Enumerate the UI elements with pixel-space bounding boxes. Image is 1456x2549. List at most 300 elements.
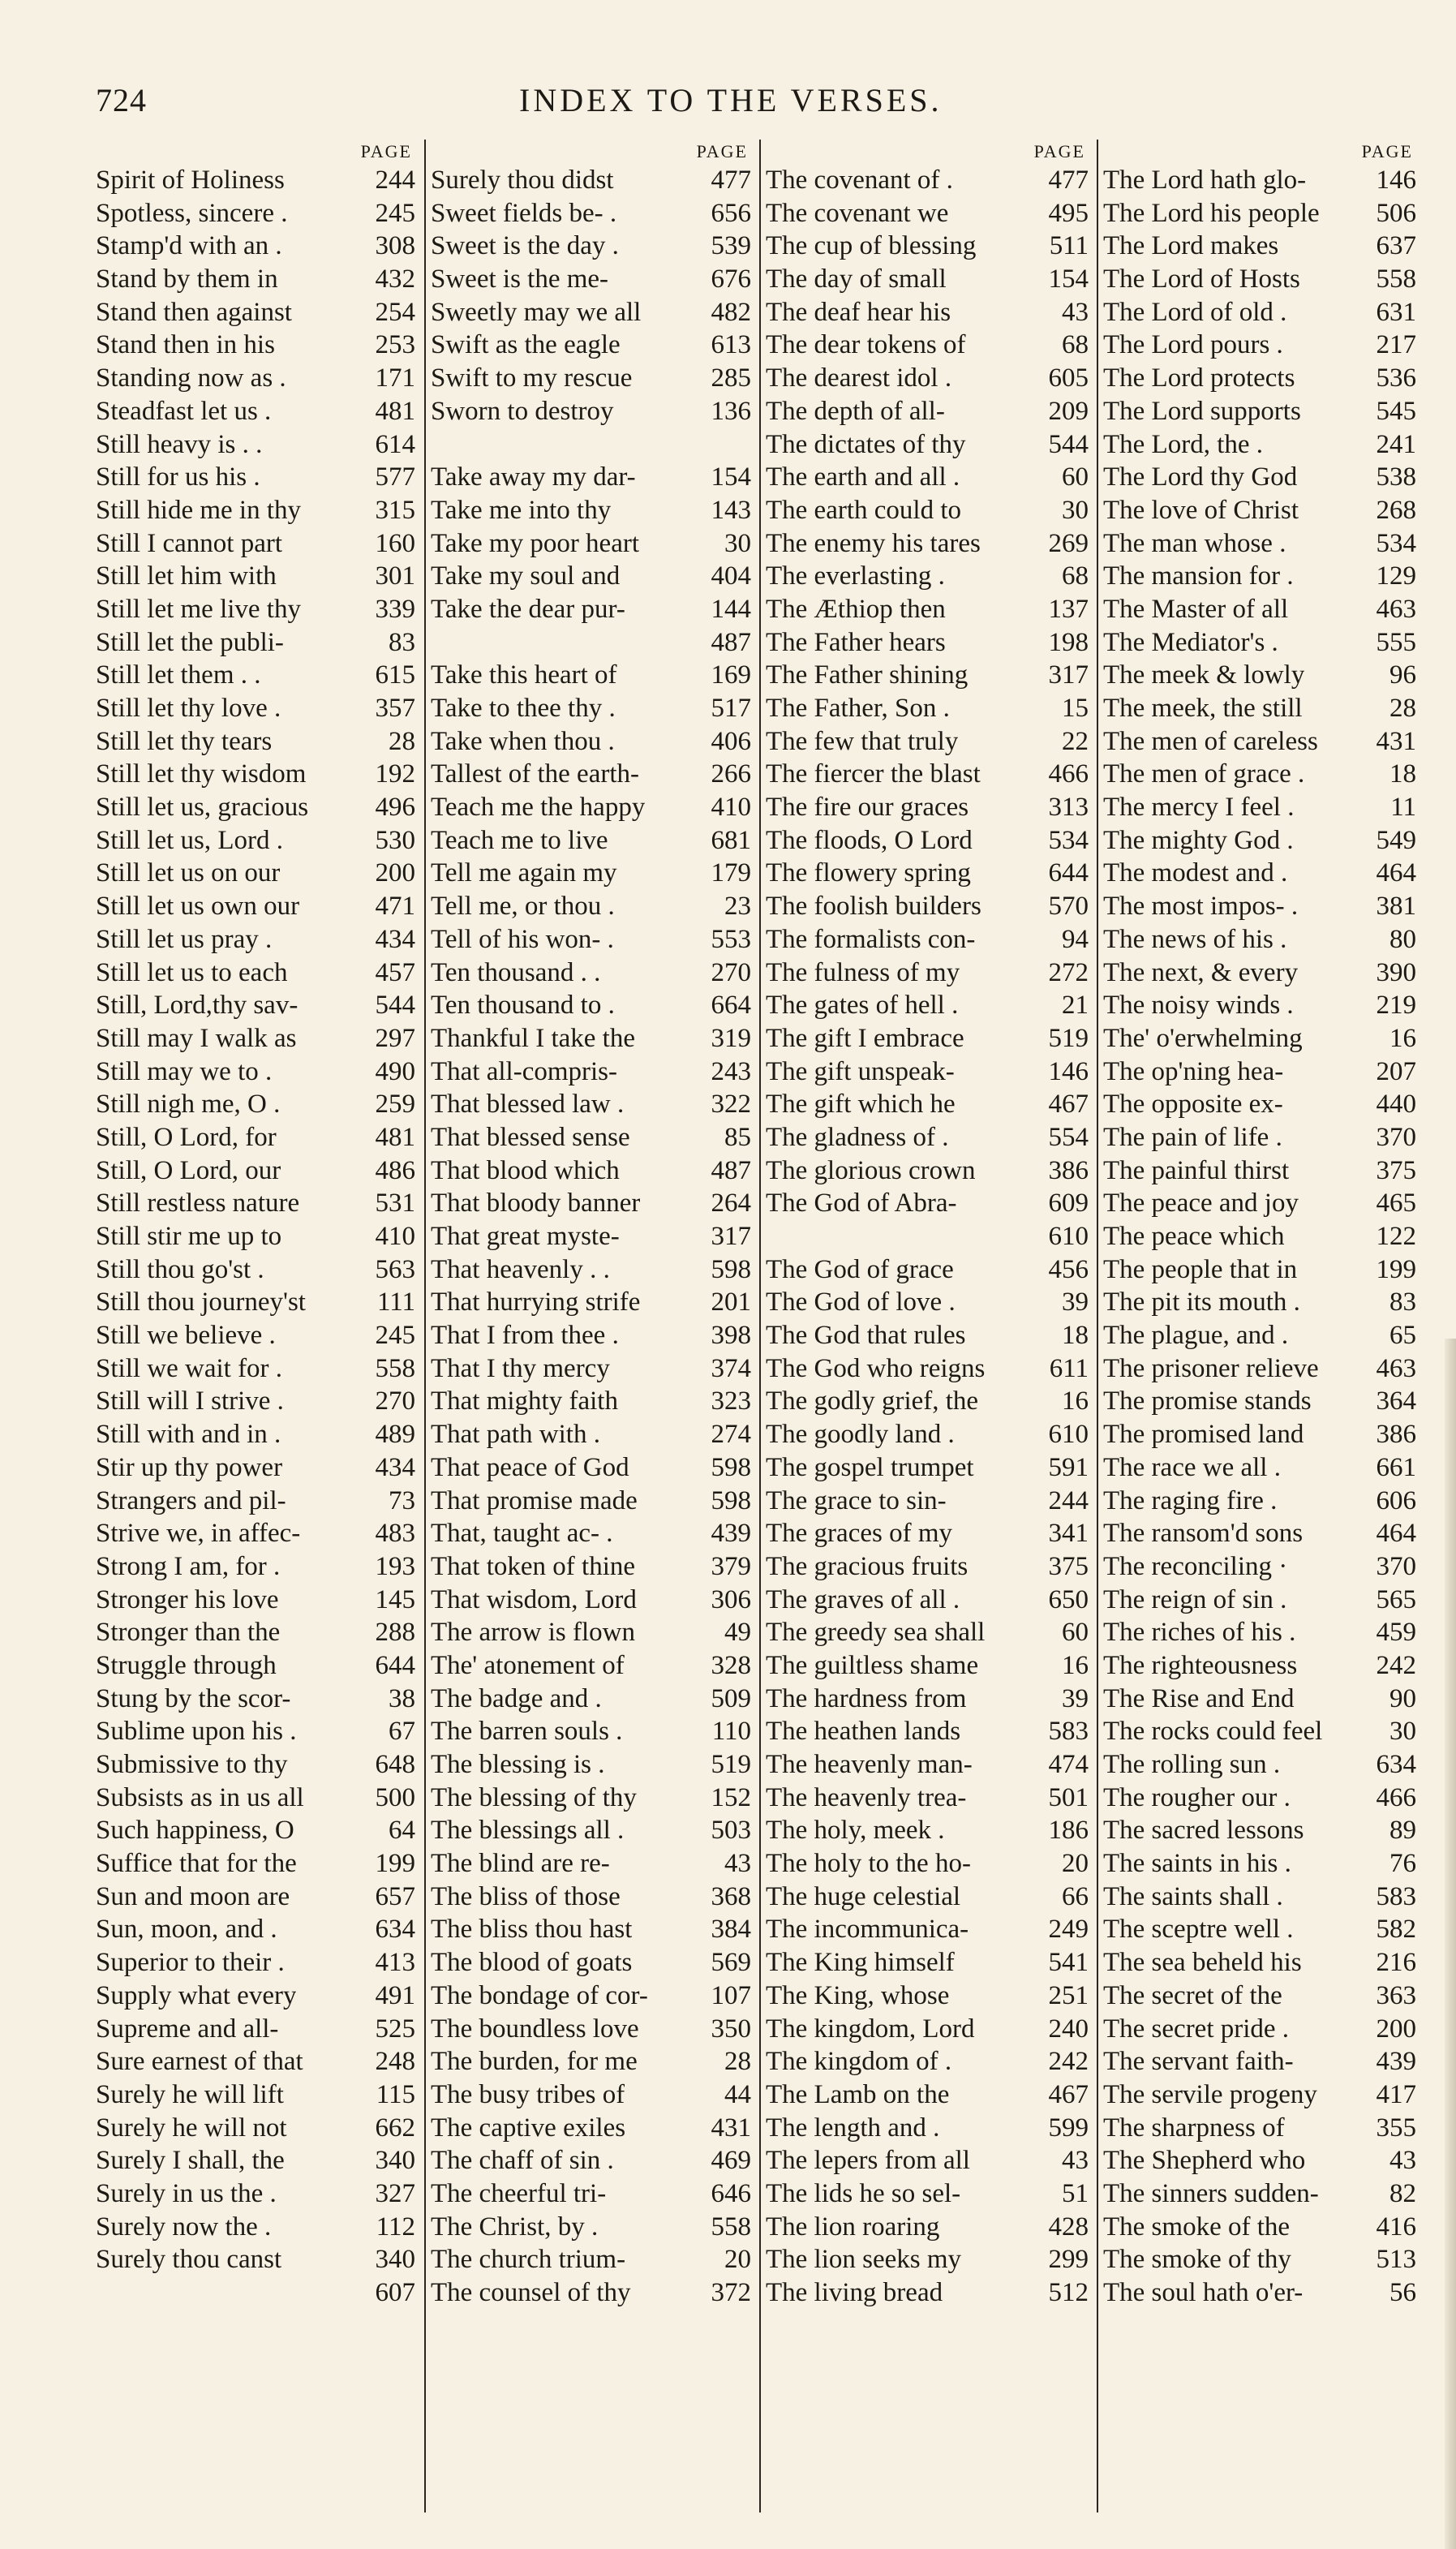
entry-first-line: The sinners sudden- xyxy=(1103,2178,1319,2208)
entry-page-number: 681 xyxy=(711,825,751,855)
index-entry xyxy=(91,1748,420,1782)
entry-page-number: 193 xyxy=(375,1551,415,1581)
entry-first-line: Stung by the scor- xyxy=(96,1683,291,1713)
entry-page-number: 598 xyxy=(711,1254,751,1284)
index-entry xyxy=(426,329,756,362)
index-entry xyxy=(1098,1715,1421,1748)
index-entry xyxy=(91,692,420,725)
index-entry xyxy=(1098,1616,1421,1649)
entry-first-line: The servant faith- xyxy=(1103,2047,1294,2077)
index-entry xyxy=(761,1121,1093,1154)
entry-first-line: Surely he will lift xyxy=(96,2079,284,2109)
entry-page-number: 20 xyxy=(1062,1849,1089,1879)
entry-first-line: The King, whose xyxy=(766,1980,950,2010)
index-entry xyxy=(91,1881,420,1914)
entry-page-number: 43 xyxy=(1062,2146,1089,2176)
index-entry xyxy=(761,2078,1093,2112)
index-entry xyxy=(1098,230,1421,263)
entry-first-line: The dearest idol . xyxy=(766,363,952,393)
entry-first-line: The Lord of Hosts xyxy=(1103,264,1300,294)
entry-page-number: 51 xyxy=(1062,2178,1089,2208)
entry-page-number: 463 xyxy=(1376,594,1416,624)
entry-page-number: 137 xyxy=(1048,594,1089,624)
index-entry xyxy=(761,659,1093,692)
index-entry xyxy=(1098,692,1421,725)
entry-first-line: Teach me the happy xyxy=(431,793,646,823)
entry-first-line: Teach me to live xyxy=(431,825,608,855)
index-entry xyxy=(1098,890,1421,923)
entry-page-number: 269 xyxy=(1048,528,1089,558)
entry-page-number: 317 xyxy=(711,1222,751,1251)
index-entry xyxy=(1098,1286,1421,1319)
entry-page-number: 456 xyxy=(1048,1254,1089,1284)
entry-page-number: 313 xyxy=(1048,793,1089,823)
entry-page-number: 519 xyxy=(1048,1023,1089,1053)
index-entry xyxy=(1098,2144,1421,2177)
entry-page-number: 634 xyxy=(375,1915,415,1945)
index-entry xyxy=(761,1649,1093,1683)
entry-first-line: The noisy winds . xyxy=(1103,991,1294,1021)
entry-page-number: 209 xyxy=(1048,396,1089,426)
index-entry xyxy=(1098,362,1421,395)
index-entry xyxy=(761,2013,1093,2046)
index-entry xyxy=(426,296,756,329)
index-entry xyxy=(1098,1881,1421,1914)
index-entry xyxy=(426,461,756,494)
entry-first-line: Still may we to . xyxy=(96,1056,273,1086)
entry-first-line: Still let me live thy xyxy=(96,594,301,624)
entry-first-line: The day of small xyxy=(766,264,947,294)
entry-page-number: 28 xyxy=(1389,694,1416,723)
entry-first-line: The riches of his . xyxy=(1103,1618,1296,1648)
entry-page-number: 30 xyxy=(724,528,751,558)
entry-page-number: 634 xyxy=(1376,1750,1416,1779)
index-entry xyxy=(426,659,756,692)
index-entry xyxy=(1098,263,1421,296)
index-entry xyxy=(426,1584,756,1617)
index-entry xyxy=(761,230,1093,263)
index-entry xyxy=(426,230,756,263)
index-entry xyxy=(1098,1649,1421,1683)
entry-page-number: 471 xyxy=(375,892,415,922)
entry-first-line: Take my poor heart xyxy=(431,528,640,558)
entry-page-number: 582 xyxy=(1376,1915,1416,1945)
index-entry xyxy=(91,1946,420,1979)
index-entry xyxy=(761,1584,1093,1617)
entry-page-number: 517 xyxy=(711,694,751,723)
index-entry xyxy=(426,2211,756,2244)
entry-page-number: 506 xyxy=(1376,198,1416,228)
entry-page-number: 644 xyxy=(1048,858,1089,888)
index-entry xyxy=(1098,1220,1421,1253)
index-entry xyxy=(426,890,756,923)
entry-first-line: Still let them . . xyxy=(96,660,261,690)
entry-first-line: That wisdom, Lord xyxy=(431,1584,637,1614)
entry-page-number: 440 xyxy=(1376,1090,1416,1120)
entry-first-line: That blood which xyxy=(431,1155,620,1185)
entry-first-line: The saints shall . xyxy=(1103,1881,1283,1911)
entry-page-number: 404 xyxy=(711,561,751,591)
entry-first-line: The secret pride . xyxy=(1103,2014,1290,2044)
entry-page-number: 570 xyxy=(1048,892,1089,922)
index-entry xyxy=(426,1418,756,1451)
entry-first-line: Standing now as . xyxy=(96,363,286,393)
index-entry xyxy=(426,362,756,395)
index-entry xyxy=(426,857,756,890)
entry-first-line: The secret of the xyxy=(1103,1980,1282,2010)
entry-first-line: The saints in his . xyxy=(1103,1849,1291,1879)
entry-first-line: The earth and all . xyxy=(766,462,960,492)
index-entry xyxy=(761,263,1093,296)
entry-page-number: 306 xyxy=(711,1584,751,1614)
entry-first-line: The mansion for . xyxy=(1103,561,1294,591)
entry-page-number: 558 xyxy=(375,1353,415,1383)
index-entry xyxy=(1098,527,1421,561)
index-entry xyxy=(1098,560,1421,593)
entry-first-line: The Lamb on the xyxy=(766,2079,950,2109)
index-entry xyxy=(761,1715,1093,1748)
entry-first-line: Sweetly may we all xyxy=(431,297,642,327)
entry-first-line: The smoke of thy xyxy=(1103,2245,1291,2275)
entry-page-number: 15 xyxy=(1062,694,1089,723)
index-entry xyxy=(91,890,420,923)
entry-first-line: The smoke of the xyxy=(1103,2212,1291,2242)
index-entry xyxy=(761,1418,1093,1451)
entry-page-number: 21 xyxy=(1062,991,1089,1021)
entry-page-number: 605 xyxy=(1048,363,1089,393)
entry-first-line: The church trium- xyxy=(431,2245,626,2275)
entry-page-number: 483 xyxy=(375,1519,415,1549)
entry-page-number: 417 xyxy=(1376,2079,1416,2109)
index-entry xyxy=(426,1715,756,1748)
index-entry xyxy=(761,2112,1093,2145)
entry-first-line: Sublime upon his . xyxy=(96,1717,297,1747)
entry-page-number: 531 xyxy=(375,1189,415,1219)
index-entry xyxy=(1098,1517,1421,1550)
entry-page-number: 245 xyxy=(375,1321,415,1351)
entry-page-number: 49 xyxy=(724,1618,751,1648)
entry-page-number: 606 xyxy=(1376,1485,1416,1515)
entry-first-line: The dictates of thy xyxy=(766,429,966,459)
entry-page-number: 144 xyxy=(711,594,751,624)
page-column-label: PAGE xyxy=(1361,141,1413,161)
entry-first-line: The sea beheld his xyxy=(1103,1948,1302,1978)
index-entry xyxy=(426,626,756,660)
index-entry xyxy=(426,395,756,428)
entry-page-number: 340 xyxy=(375,2245,415,2275)
entry-page-number: 410 xyxy=(711,793,751,823)
index-entry xyxy=(1098,2276,1421,2310)
entry-first-line: That bloody banner xyxy=(431,1189,641,1219)
index-entry xyxy=(426,1683,756,1716)
index-entry xyxy=(91,956,420,990)
index-entry xyxy=(761,164,1093,197)
index-entry xyxy=(91,1253,420,1287)
index-entry xyxy=(91,659,420,692)
entry-page-number: 386 xyxy=(1048,1155,1089,1185)
entry-first-line: Ten thousand . . xyxy=(431,957,601,987)
entry-first-line: Strong I am, for . xyxy=(96,1551,281,1581)
index-entry xyxy=(91,1847,420,1881)
entry-first-line: Sweet is the day . xyxy=(431,231,619,261)
entry-first-line: The barren souls . xyxy=(431,1717,623,1747)
index-entry xyxy=(426,1055,756,1089)
index-entry xyxy=(1098,626,1421,660)
entry-first-line: Still restless nature xyxy=(96,1189,300,1219)
entry-page-number: 266 xyxy=(711,759,751,789)
index-entry xyxy=(426,1187,756,1220)
index-entry xyxy=(1098,1748,1421,1782)
index-entry xyxy=(91,2177,420,2211)
entry-page-number: 544 xyxy=(1048,429,1089,459)
index-entry xyxy=(91,494,420,527)
page-edge-shadow xyxy=(1445,1339,1456,2549)
entry-first-line: Tell me, or thou . xyxy=(431,892,615,922)
entry-page-number: 43 xyxy=(1062,297,1089,327)
entry-first-line: The righteousness xyxy=(1103,1650,1298,1680)
index-entry xyxy=(1098,989,1421,1022)
index-entry xyxy=(761,428,1093,462)
entry-page-number: 274 xyxy=(711,1420,751,1450)
index-entry xyxy=(1098,1022,1421,1055)
entry-page-number: 610 xyxy=(1048,1420,1089,1450)
index-entry xyxy=(761,1253,1093,1287)
entry-page-number: 241 xyxy=(1376,429,1416,459)
entry-first-line: Stand then in his xyxy=(96,330,275,360)
entry-page-number: 111 xyxy=(376,1287,415,1317)
entry-first-line: The Lord hath glo- xyxy=(1103,165,1307,195)
page-column-label: PAGE xyxy=(1033,141,1085,161)
index-entry xyxy=(91,1649,420,1683)
index-entry xyxy=(1098,494,1421,527)
entry-page-number: 154 xyxy=(711,462,751,492)
index-entry xyxy=(1098,1055,1421,1089)
index-entry xyxy=(426,1649,756,1683)
entry-first-line: Stronger than the xyxy=(96,1618,281,1648)
entry-page-number: 490 xyxy=(375,1056,415,1086)
index-entry xyxy=(91,1154,420,1188)
index-entry xyxy=(91,2112,420,2145)
entry-first-line: The blind are re- xyxy=(431,1849,610,1879)
index-entry xyxy=(91,527,420,561)
entry-first-line: That blessed sense xyxy=(431,1122,630,1152)
entry-first-line: Still let him with xyxy=(96,561,277,591)
entry-page-number: 457 xyxy=(375,957,415,987)
entry-page-number: 413 xyxy=(375,1948,415,1978)
index-entry xyxy=(91,428,420,462)
index-entry xyxy=(761,2177,1093,2211)
entry-page-number: 439 xyxy=(1376,2047,1416,2077)
entry-page-number: 545 xyxy=(1376,396,1416,426)
entry-first-line: Still nigh me, O . xyxy=(96,1090,281,1120)
index-entry xyxy=(426,1616,756,1649)
entry-first-line: The Father hears xyxy=(766,627,946,657)
entry-page-number: 364 xyxy=(1376,1386,1416,1416)
entry-first-line: The formalists con- xyxy=(766,924,976,954)
entry-page-number: 82 xyxy=(1389,2178,1416,2208)
entry-page-number: 386 xyxy=(1376,1420,1416,1450)
entry-page-number: 599 xyxy=(1048,2113,1089,2143)
entry-first-line: Surely now the . xyxy=(96,2212,272,2242)
entry-page-number: 259 xyxy=(375,1090,415,1120)
entry-first-line: Stir up thy power xyxy=(96,1452,283,1482)
index-entry xyxy=(761,791,1093,824)
entry-page-number: 598 xyxy=(711,1485,751,1515)
index-entry xyxy=(761,1913,1093,1946)
index-entry xyxy=(426,2045,756,2078)
index-entry xyxy=(91,1385,420,1418)
entry-page-number: 96 xyxy=(1389,660,1416,690)
entry-page-number: 611 xyxy=(1049,1353,1089,1383)
entry-first-line: Surely in us the . xyxy=(96,2178,277,2208)
index-entry xyxy=(91,2045,420,2078)
index-entry xyxy=(761,560,1093,593)
index-entry xyxy=(1098,725,1421,759)
index-entry xyxy=(1098,857,1421,890)
index-entry xyxy=(1098,758,1421,791)
entry-first-line: The ransom'd sons xyxy=(1103,1519,1304,1549)
entry-page-number: 136 xyxy=(711,396,751,426)
entry-page-number: 272 xyxy=(1048,957,1089,987)
entry-first-line: Still, Lord,thy sav- xyxy=(96,991,299,1021)
entry-page-number: 39 xyxy=(1062,1287,1089,1317)
entry-page-number: 60 xyxy=(1062,462,1089,492)
entry-page-number: 613 xyxy=(711,330,751,360)
index-entry xyxy=(91,1913,420,1946)
index-entry xyxy=(761,758,1093,791)
entry-first-line: The meek & lowly xyxy=(1103,660,1305,690)
entry-page-number: 319 xyxy=(711,1023,751,1053)
index-entry xyxy=(426,2144,756,2177)
entry-page-number: 503 xyxy=(711,1816,751,1846)
entry-first-line: The opposite ex- xyxy=(1103,1090,1283,1120)
entry-first-line: Still hide me in thy xyxy=(96,495,301,525)
entry-page-number: 67 xyxy=(389,1717,415,1747)
index-entry xyxy=(761,494,1093,527)
index-entry xyxy=(761,461,1093,494)
entry-first-line: The Lord of old . xyxy=(1103,297,1287,327)
entry-page-number: 538 xyxy=(1376,462,1416,492)
entry-page-number: 464 xyxy=(1376,1519,1416,1549)
entry-page-number: 254 xyxy=(375,297,415,327)
index-entry xyxy=(426,1154,756,1188)
entry-first-line: The plague, and . xyxy=(1103,1321,1289,1351)
index-column-2 xyxy=(424,140,756,2512)
entry-first-line: Surely thou didst xyxy=(431,165,614,195)
index-entry xyxy=(91,1220,420,1253)
index-entry xyxy=(91,758,420,791)
entry-first-line: The gift I embrace xyxy=(766,1023,964,1053)
entry-first-line: The meek, the still xyxy=(1103,694,1303,723)
entry-page-number: 207 xyxy=(1376,1056,1416,1086)
index-entry xyxy=(426,2013,756,2046)
index-entry xyxy=(1098,791,1421,824)
index-entry xyxy=(1098,824,1421,858)
entry-first-line: The Lord makes xyxy=(1103,231,1279,261)
index-entry xyxy=(426,428,756,462)
index-column-4 xyxy=(1097,140,1421,2512)
entry-page-number: 43 xyxy=(724,1849,751,1879)
index-entry xyxy=(426,956,756,990)
entry-first-line: The servile progeny xyxy=(1103,2079,1317,2109)
index-entry xyxy=(761,2276,1093,2310)
entry-first-line: The race we all . xyxy=(1103,1452,1281,1482)
entry-first-line: The men of careless xyxy=(1103,726,1318,756)
index-entry xyxy=(1098,1154,1421,1188)
index-entry xyxy=(1098,1385,1421,1418)
entry-page-number: 463 xyxy=(1376,1353,1416,1383)
entry-first-line: Still let the publi- xyxy=(96,627,284,657)
entry-first-line: The graves of all . xyxy=(766,1584,960,1614)
entry-first-line: Ten thousand to . xyxy=(431,991,615,1021)
entry-page-number: 363 xyxy=(1376,1980,1416,2010)
index-entry xyxy=(426,758,756,791)
index-entry xyxy=(1098,923,1421,956)
entry-first-line: The lepers from all xyxy=(766,2146,970,2176)
index-entry xyxy=(91,1187,420,1220)
index-entry xyxy=(1098,1485,1421,1518)
entry-first-line: Stronger his love xyxy=(96,1584,279,1614)
entry-first-line: Suffice that for the xyxy=(96,1849,297,1879)
index-entry xyxy=(1098,395,1421,428)
entry-page-number: 509 xyxy=(711,1683,751,1713)
entry-first-line: Still let thy tears xyxy=(96,726,273,756)
entry-first-line: The rougher our . xyxy=(1103,1782,1291,1812)
entry-page-number: 459 xyxy=(1376,1618,1416,1648)
entry-first-line: The Shepherd who xyxy=(1103,2146,1306,2176)
index-entry xyxy=(1098,1451,1421,1485)
entry-page-number: 530 xyxy=(375,825,415,855)
entry-page-number: 466 xyxy=(1048,759,1089,789)
entry-page-number: 664 xyxy=(711,991,751,1021)
entry-page-number: 251 xyxy=(1048,1980,1089,2010)
index-entry xyxy=(91,461,420,494)
entry-page-number: 219 xyxy=(1376,991,1416,1021)
index-entry xyxy=(91,2243,420,2276)
entry-first-line: Still let us, gracious xyxy=(96,793,309,823)
index-entry xyxy=(91,923,420,956)
entry-page-number: 339 xyxy=(375,594,415,624)
entry-first-line: The fiercer the blast xyxy=(766,759,981,789)
entry-first-line: Subsists as in us all xyxy=(96,1782,304,1812)
entry-first-line: The men of grace . xyxy=(1103,759,1305,789)
index-entry xyxy=(761,2144,1093,2177)
entry-page-number: 43 xyxy=(1389,2146,1416,2176)
index-entry xyxy=(426,1881,756,1914)
entry-first-line: Still let us, Lord . xyxy=(96,825,283,855)
index-entry xyxy=(1098,1088,1421,1121)
entry-first-line: The Lord thy God xyxy=(1103,462,1298,492)
index-entry xyxy=(761,296,1093,329)
entry-page-number: 469 xyxy=(711,2146,751,2176)
entry-first-line: The mercy I feel . xyxy=(1103,793,1295,823)
index-entry xyxy=(91,1814,420,1847)
index-entry xyxy=(91,1088,420,1121)
entry-first-line: The cheerful tri- xyxy=(431,2178,607,2208)
entry-page-number: 577 xyxy=(375,462,415,492)
entry-first-line: The lion seeks my xyxy=(766,2245,962,2275)
entry-page-number: 28 xyxy=(724,2047,751,2077)
entry-first-line: The prisoner relieve xyxy=(1103,1353,1319,1383)
entry-page-number: 591 xyxy=(1048,1452,1089,1482)
entry-page-number: 68 xyxy=(1062,330,1089,360)
entry-first-line: Supply what every xyxy=(96,1980,297,2010)
index-entry xyxy=(761,2045,1093,2078)
entry-first-line: The most impos- . xyxy=(1103,892,1299,922)
entry-first-line: Sun, moon, and . xyxy=(96,1915,277,1945)
index-entry xyxy=(761,1319,1093,1352)
entry-page-number: 607 xyxy=(375,2278,415,2307)
